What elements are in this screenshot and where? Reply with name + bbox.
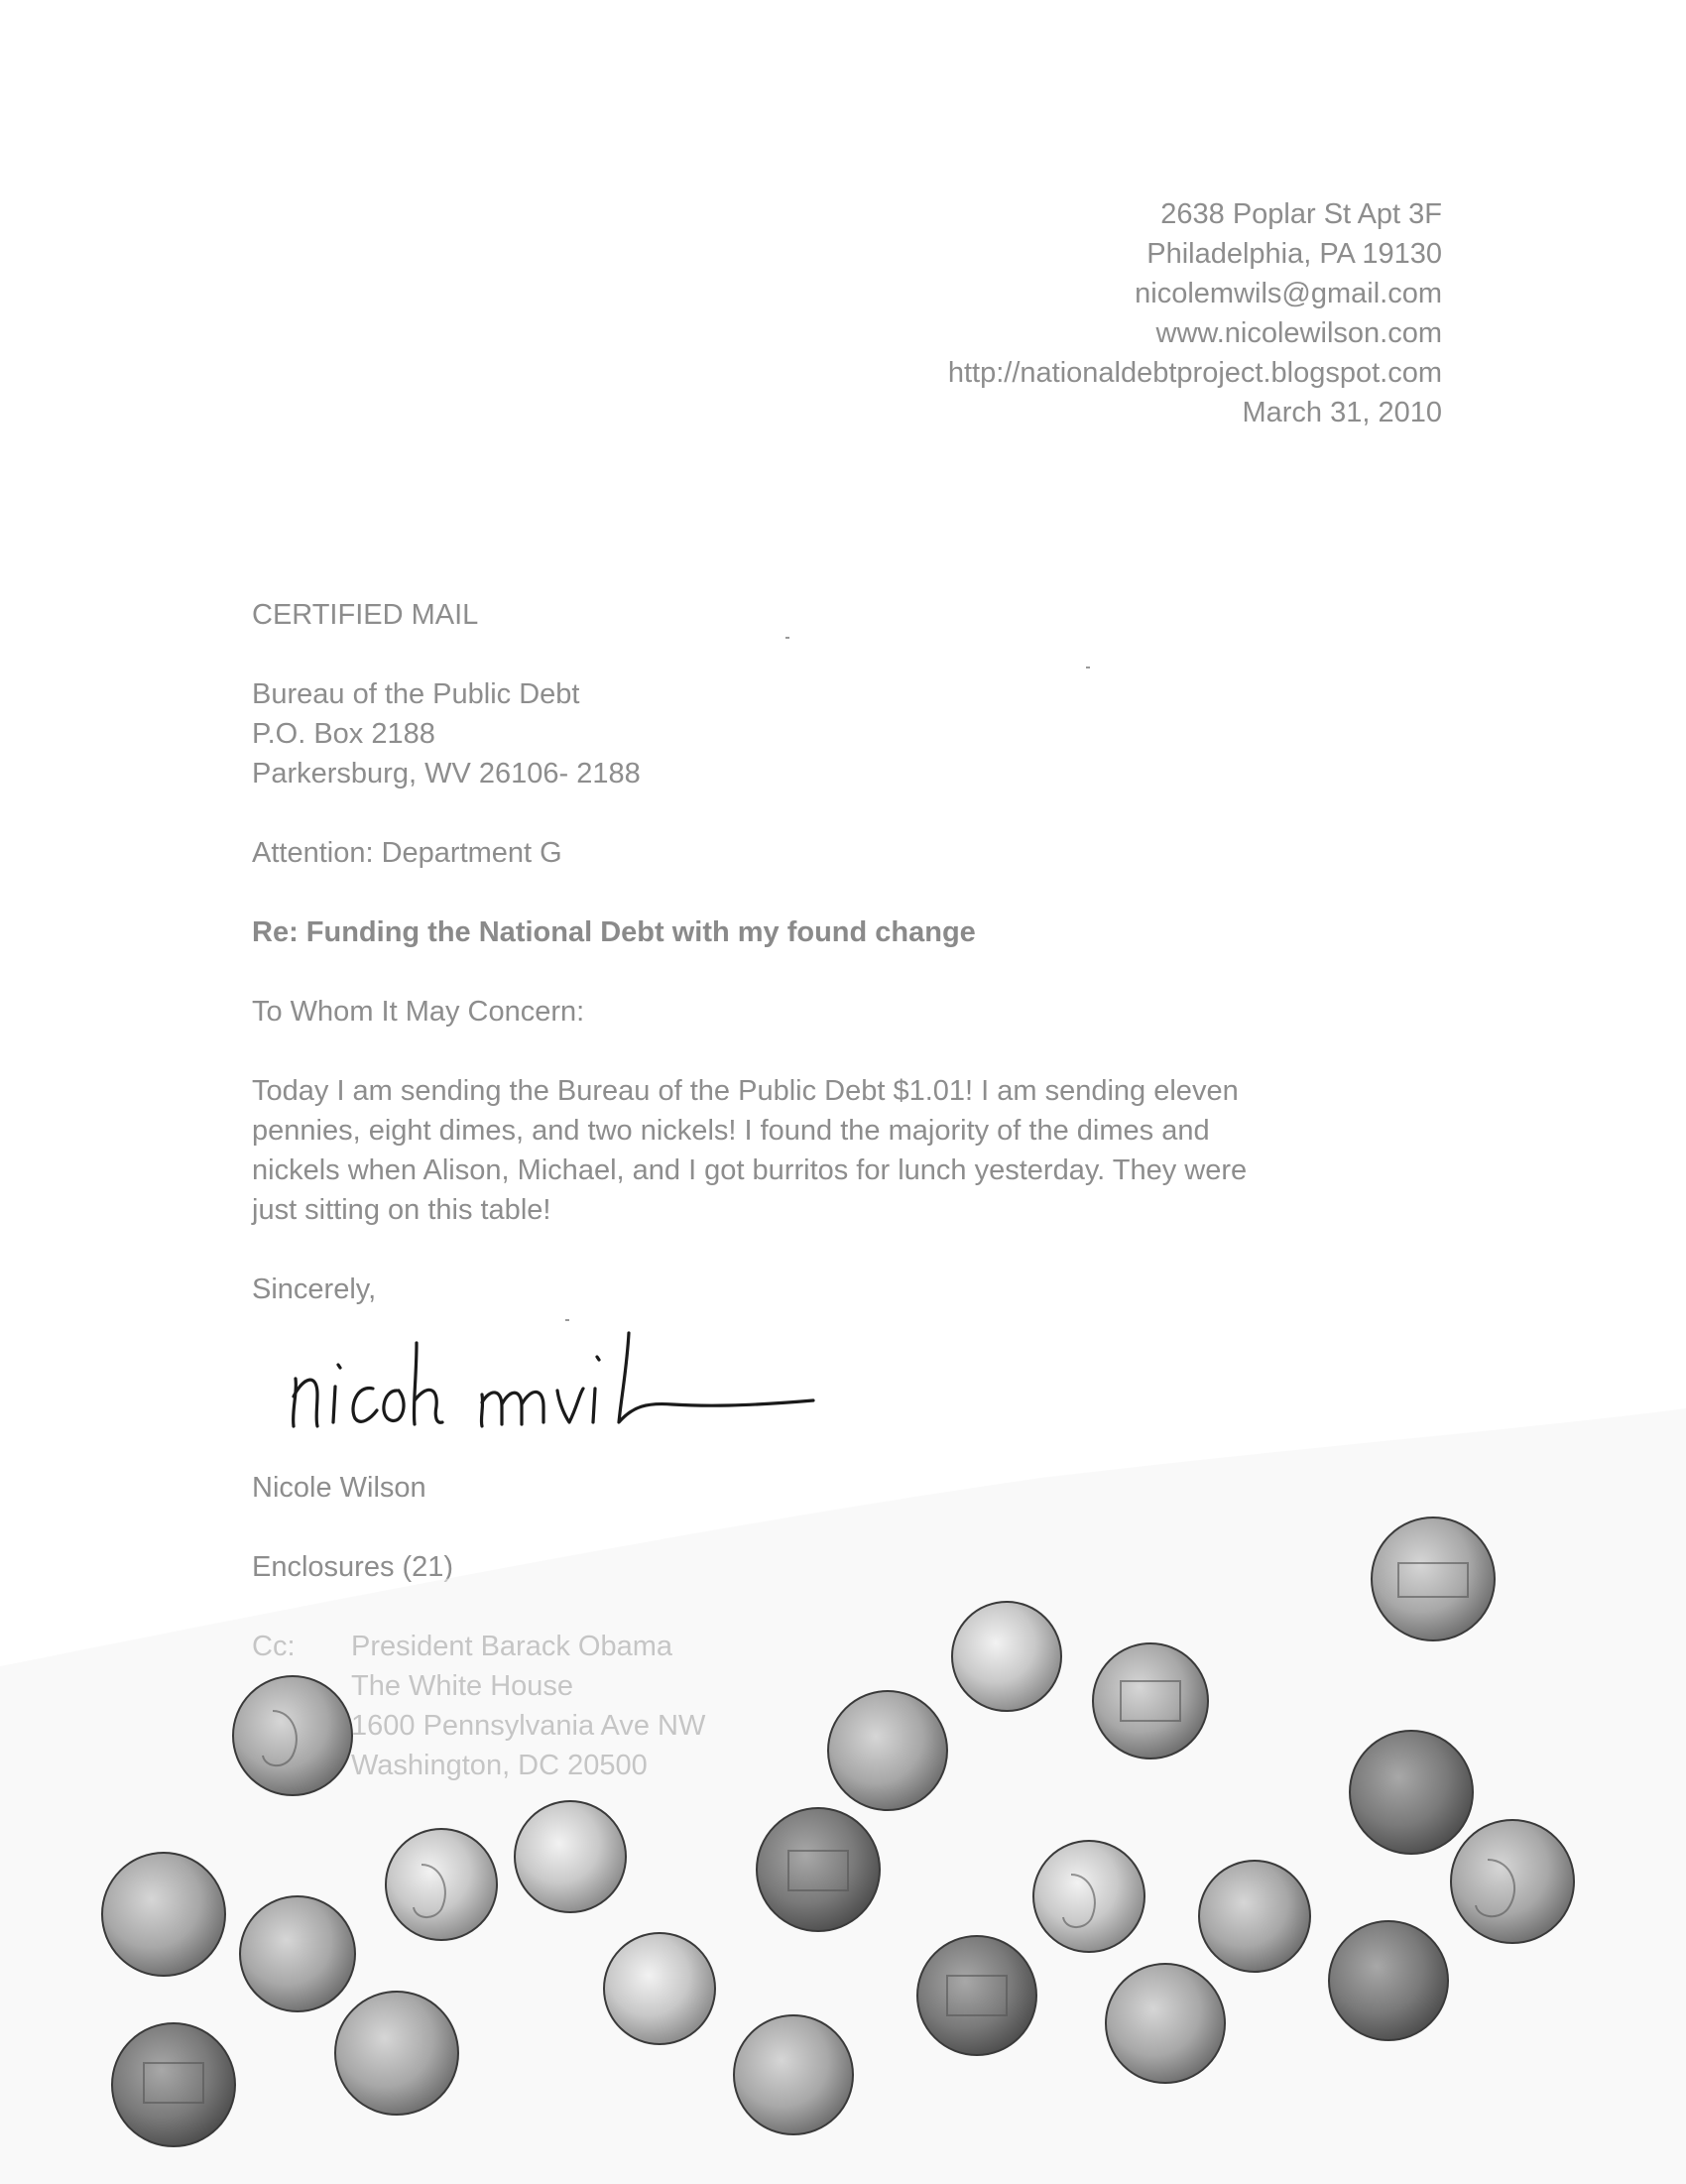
coin — [952, 1602, 1061, 1711]
body-line: just sitting on this table! — [252, 1194, 551, 1226]
letter-body — [252, 1071, 1442, 1230]
letter-date: March 31, 2010 — [1242, 397, 1442, 428]
sender-address-line1: 2638 Poplar St Apt 3F — [1160, 198, 1442, 230]
coin — [604, 1933, 715, 2044]
enclosed-coins-photo — [0, 1369, 1686, 2184]
signer-name: Nicole Wilson — [252, 1472, 426, 1504]
paper-speck — [565, 1319, 569, 1321]
sender-website: www.nicolewilson.com — [1155, 317, 1442, 349]
recipient-name: Bureau of the Public Debt — [252, 678, 580, 710]
coin — [233, 1676, 352, 1795]
coin — [386, 1829, 497, 1940]
coin — [112, 2023, 235, 2146]
sender-email: nicolemwils@gmail.com — [1135, 278, 1442, 309]
coin — [734, 2015, 853, 2134]
coin — [1329, 1921, 1448, 2040]
coin — [1093, 1643, 1208, 1759]
salutation: To Whom It May Concern: — [252, 996, 585, 1028]
body-line: pennies, eight dimes, and two nickels! I found the majority of the dimes and — [252, 1115, 1210, 1147]
attention-line: Attention: Department G — [252, 837, 562, 869]
coin — [1372, 1517, 1495, 1640]
coin — [1106, 1964, 1225, 2083]
subject-line: Re: Funding the National Debt with my found change — [252, 916, 976, 948]
recipient-po-box: P.O. Box 2188 — [252, 718, 435, 750]
coin — [1350, 1731, 1473, 1854]
coin — [1451, 1820, 1574, 1943]
body-line: Today I am sending the Bureau of the Public Debt $1.01! I am sending eleven — [252, 1075, 1239, 1107]
sender-blog: http://nationaldebtproject.blogspot.com — [947, 357, 1442, 389]
mail-type: CERTIFIED MAIL — [252, 599, 479, 631]
coin — [102, 1853, 225, 1976]
coin — [757, 1808, 880, 1931]
coin — [335, 1992, 458, 2115]
recipient-city-state-zip: Parkersburg, WV 26106- 2188 — [252, 758, 641, 789]
coin — [1033, 1841, 1144, 1952]
sender-block — [549, 194, 1442, 432]
body-line: nickels when Alison, Michael, and I got burritos for lunch yesterday. They were — [252, 1154, 1248, 1186]
coin — [917, 1936, 1036, 2055]
coin — [515, 1801, 626, 1912]
paper-speck — [1086, 667, 1090, 668]
coin — [828, 1691, 947, 1810]
paper-speck — [785, 637, 789, 639]
coin — [1199, 1861, 1310, 1972]
coin — [240, 1896, 355, 2011]
enclosures-line: Enclosures (21) — [252, 1551, 454, 1583]
recipient-block — [252, 674, 641, 793]
sender-address-line2: Philadelphia, PA 19130 — [1146, 238, 1442, 270]
closing: Sincerely, — [252, 1274, 377, 1305]
